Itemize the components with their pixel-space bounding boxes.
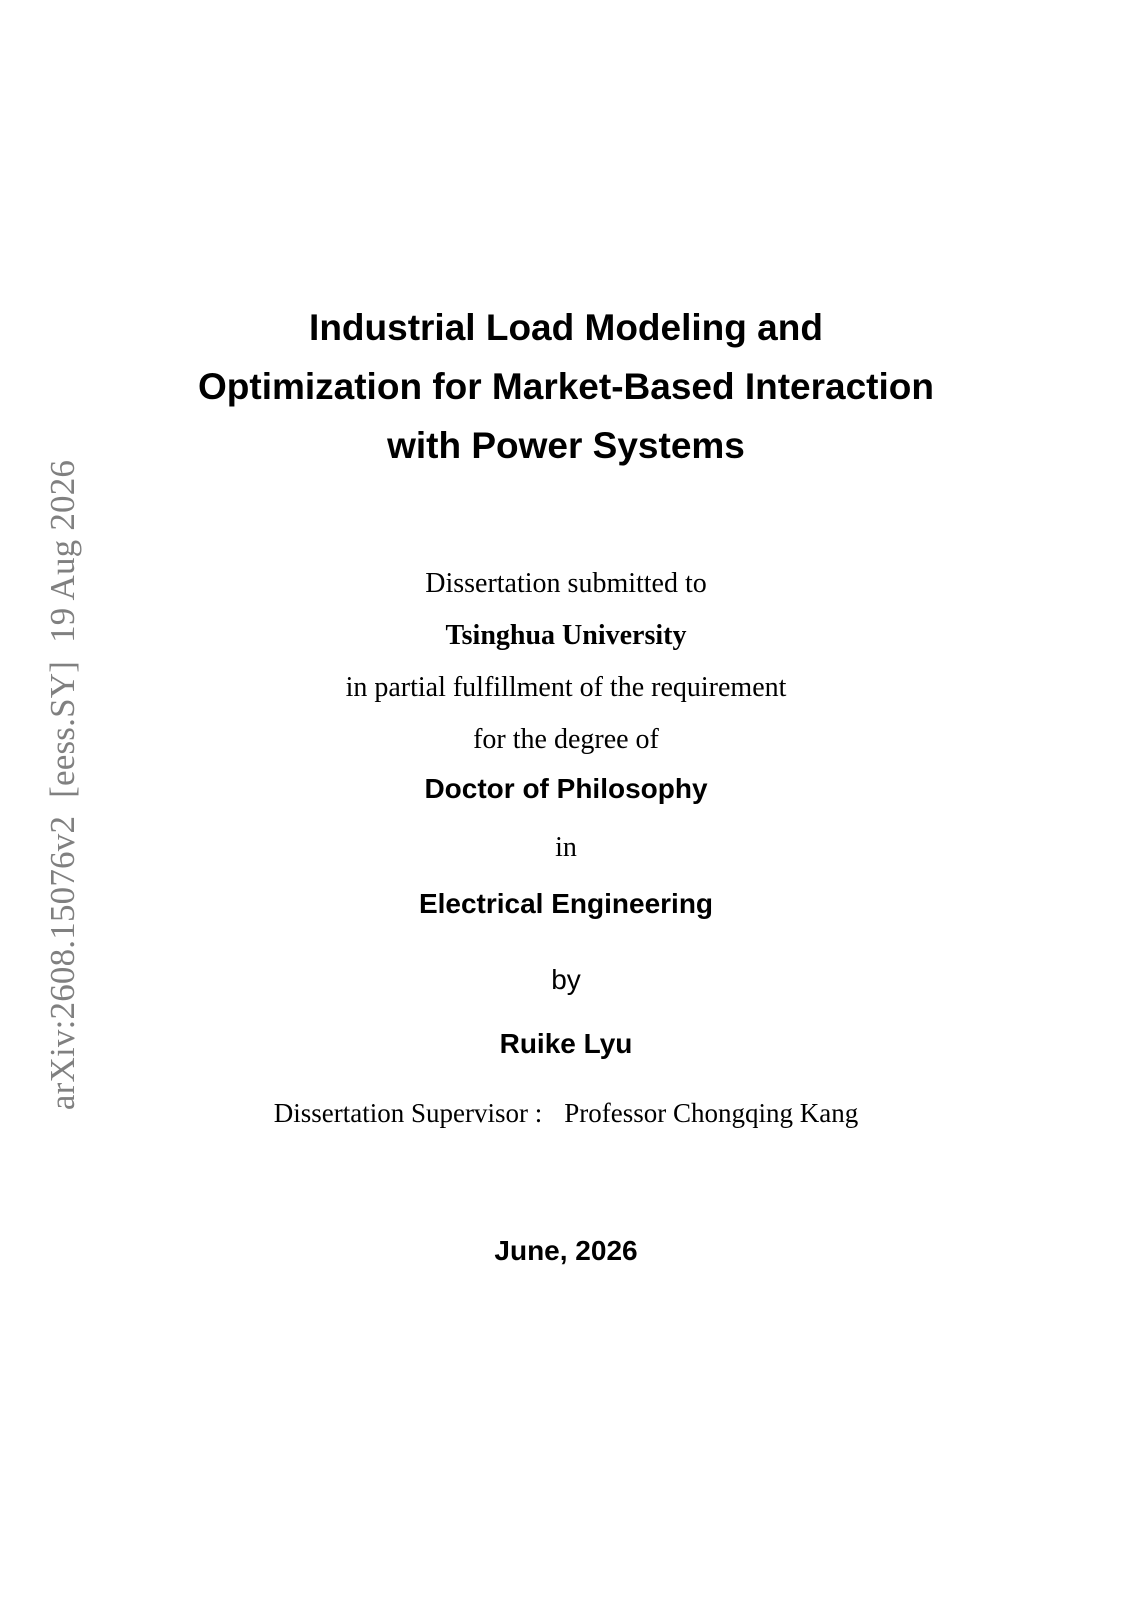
supervisor-label: Dissertation Supervisor :: [273, 1098, 543, 1128]
arxiv-id: arXiv:2608.15076v2: [43, 815, 82, 1111]
degree-name: Doctor of Philosophy: [424, 773, 708, 804]
degree-intro-text: for the degree of: [473, 724, 659, 755]
supervisor-line: [0, 1096, 1132, 1130]
arxiv-category: [eess.SY]: [43, 660, 82, 798]
fulfillment-text: in partial fulfillment of the requirement: [345, 672, 787, 703]
title-line-1: Industrial Load Modeling and: [309, 307, 823, 348]
submission-date: June, 2026: [494, 1235, 638, 1266]
supervisor-name: Professor Chongqing Kang: [564, 1098, 859, 1128]
in-text: in: [555, 832, 577, 863]
author-name: Ruike Lyu: [499, 1028, 633, 1059]
title-line-2: Optimization for Market-Based Interaction: [198, 366, 934, 407]
dissertation-title: [0, 298, 1132, 475]
title-line-3: with Power Systems: [387, 425, 745, 466]
submitted-to-text: Dissertation submitted to: [425, 568, 707, 599]
arxiv-date: 19 Aug 2026: [43, 459, 82, 643]
field-name: Electrical Engineering: [418, 888, 714, 919]
by-text: by: [551, 964, 581, 995]
university-name: Tsinghua University: [445, 620, 687, 651]
